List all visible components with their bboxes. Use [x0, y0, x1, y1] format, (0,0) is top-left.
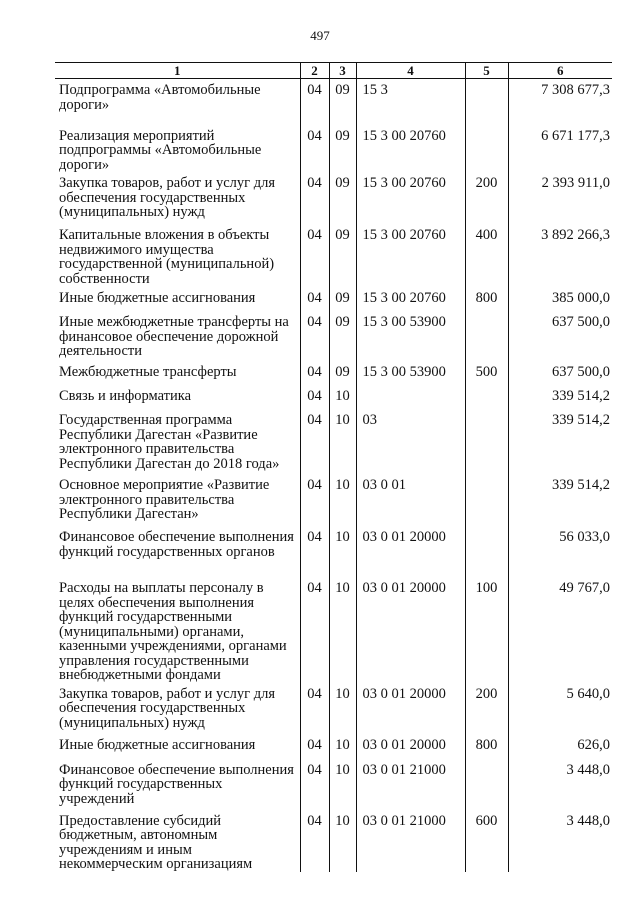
cell-section: 04	[300, 172, 329, 224]
header-col-1: 1	[55, 63, 300, 79]
cell-name: Основное мероприятие «Развитие электронного правительства Республики Дагестан»	[59, 477, 270, 522]
cell-expense-type	[465, 385, 508, 409]
cell-subsection: 09	[329, 224, 356, 287]
cell-amount: 2 393 911,0	[508, 172, 612, 224]
cell-amount: 339 514,2	[508, 385, 612, 409]
cell-amount: 7 308 677,3	[508, 79, 612, 125]
cell-subsection: 10	[329, 409, 356, 474]
cell-name: Реализация мероприятий подпрограммы «Автомобильные дороги»	[59, 127, 262, 173]
header-col-3: 3	[329, 63, 356, 79]
cell-name: Финансовое обеспечение выполнения функций государственных органов	[59, 529, 294, 560]
cell-expense-type	[465, 409, 508, 474]
cell-name: Закупка товаров, работ и услуг для обеспечения государственных (муниципальных) нужд	[59, 175, 276, 220]
cell-amount: 56 033,0	[508, 526, 612, 577]
cell-section: 04	[300, 311, 329, 361]
cell-target-article: 03 0 01 20000	[356, 577, 465, 683]
cell-target-article: 15 3 00 53900	[356, 361, 465, 385]
table-row	[55, 759, 612, 810]
header-col-4: 4	[356, 63, 465, 79]
header-row	[55, 63, 612, 79]
cell-section: 04	[300, 474, 329, 526]
table-row	[55, 577, 612, 683]
cell-target-article: 15 3 00 53900	[356, 311, 465, 361]
cell-amount: 6 671 177,3	[508, 125, 612, 173]
table-row	[55, 125, 612, 173]
cell-subsection: 10	[329, 577, 356, 683]
table-row	[55, 385, 612, 409]
cell-target-article: 03 0 01 20000	[356, 734, 465, 759]
cell-target-article: 03 0 01	[356, 474, 465, 526]
cell-target-article: 03 0 01 20000	[356, 683, 465, 734]
cell-name: Капитальные вложения в объекты недвижимого имущества государственной (муниципальной) собственности	[59, 227, 275, 287]
cell-expense-type: 100	[465, 577, 508, 683]
cell-subsection: 09	[329, 361, 356, 385]
cell-expense-type	[465, 474, 508, 526]
cell-subsection: 09	[329, 287, 356, 311]
cell-expense-type: 400	[465, 224, 508, 287]
cell-subsection: 10	[329, 385, 356, 409]
cell-amount: 339 514,2	[508, 474, 612, 526]
table-row	[55, 224, 612, 287]
cell-amount: 3 448,0	[508, 810, 612, 872]
cell-subsection: 09	[329, 172, 356, 224]
cell-expense-type: 200	[465, 172, 508, 224]
cell-section: 04	[300, 683, 329, 734]
cell-name: Подпрограмма «Автомобильные дороги»	[59, 82, 261, 113]
cell-subsection: 09	[329, 125, 356, 173]
table-row	[55, 474, 612, 526]
cell-section: 04	[300, 287, 329, 311]
cell-section: 04	[300, 385, 329, 409]
table-row	[55, 172, 612, 224]
cell-amount: 5 640,0	[508, 683, 612, 734]
cell-section: 04	[300, 759, 329, 810]
cell-section: 04	[300, 79, 329, 125]
table-row	[55, 526, 612, 577]
cell-name: Межбюджетные трансферты	[59, 364, 237, 380]
cell-expense-type	[465, 79, 508, 125]
cell-subsection: 09	[329, 311, 356, 361]
cell-section: 04	[300, 810, 329, 872]
cell-name: Предоставление субсидий бюджетным, автономным учреждениям и иным некоммерческим организациям	[59, 812, 253, 872]
cell-expense-type	[465, 125, 508, 173]
cell-target-article	[356, 385, 465, 409]
cell-section: 04	[300, 409, 329, 474]
cell-expense-type	[465, 759, 508, 810]
cell-amount: 3 448,0	[508, 759, 612, 810]
table-row	[55, 810, 612, 872]
header-col-6: 6	[508, 63, 612, 79]
header-col-5: 5	[465, 63, 508, 79]
cell-section: 04	[300, 734, 329, 759]
cell-subsection: 10	[329, 526, 356, 577]
header-col-2: 2	[300, 63, 329, 79]
cell-amount: 49 767,0	[508, 577, 612, 683]
cell-section: 04	[300, 526, 329, 577]
table-row	[55, 683, 612, 734]
cell-target-article: 15 3	[356, 79, 465, 125]
table-body	[55, 79, 612, 872]
cell-section: 04	[300, 125, 329, 173]
cell-name: Иные бюджетные ассигнования	[59, 736, 256, 753]
cell-expense-type: 200	[465, 683, 508, 734]
cell-subsection: 10	[329, 683, 356, 734]
table-row	[55, 311, 612, 361]
cell-name: Финансовое обеспечение выполнения функций государственных учреждений	[59, 761, 294, 807]
cell-target-article: 15 3 00 20760	[356, 125, 465, 173]
cell-expense-type: 500	[465, 361, 508, 385]
cell-amount: 385 000,0	[508, 287, 612, 311]
cell-expense-type	[465, 311, 508, 361]
cell-target-article: 03 0 01 20000	[356, 526, 465, 577]
cell-subsection: 10	[329, 734, 356, 759]
cell-amount: 637 500,0	[508, 311, 612, 361]
cell-subsection: 10	[329, 810, 356, 872]
cell-expense-type: 800	[465, 734, 508, 759]
cell-subsection: 10	[329, 759, 356, 810]
cell-expense-type: 600	[465, 810, 508, 872]
cell-section: 04	[300, 224, 329, 287]
budget-table	[55, 62, 612, 872]
cell-section: 04	[300, 361, 329, 385]
table-row	[55, 409, 612, 474]
table-row	[55, 361, 612, 385]
cell-expense-type: 800	[465, 287, 508, 311]
cell-target-article: 03	[356, 409, 465, 474]
table-row	[55, 287, 612, 311]
cell-subsection: 10	[329, 474, 356, 526]
cell-name: Связь и информатика	[59, 388, 192, 404]
table-row	[55, 79, 612, 125]
cell-subsection: 09	[329, 79, 356, 125]
cell-target-article: 03 0 01 21000	[356, 759, 465, 810]
table-row	[55, 734, 612, 759]
cell-amount: 339 514,2	[508, 409, 612, 474]
cell-name: Государственная программа Республики Дагестан «Развитие электронного правительства Республики Дагестан до 2018 года»	[59, 412, 280, 472]
cell-name: Иные межбюджетные трансферты на финансовое обеспечение дорожной деятельности	[59, 314, 289, 359]
cell-name: Закупка товаров, работ и услуг для обеспечения государственных (муниципальных) нужд	[59, 685, 276, 731]
cell-target-article: 15 3 00 20760	[356, 287, 465, 311]
cell-section: 04	[300, 577, 329, 683]
cell-target-article: 15 3 00 20760	[356, 172, 465, 224]
cell-target-article: 03 0 01 21000	[356, 810, 465, 872]
cell-target-article: 15 3 00 20760	[356, 224, 465, 287]
cell-amount: 626,0	[508, 734, 612, 759]
cell-amount: 3 892 266,3	[508, 224, 612, 287]
cell-amount: 637 500,0	[508, 361, 612, 385]
page-number: 497	[310, 28, 330, 43]
cell-expense-type	[465, 526, 508, 577]
cell-name: Иные бюджетные ассигнования	[59, 290, 256, 306]
cell-name: Расходы на выплаты персоналу в целях обеспечения выполнения функций государственными (муниципальными) органами, казенными учреждениями, органами управления государственными внебюджетными фондами	[59, 580, 287, 683]
